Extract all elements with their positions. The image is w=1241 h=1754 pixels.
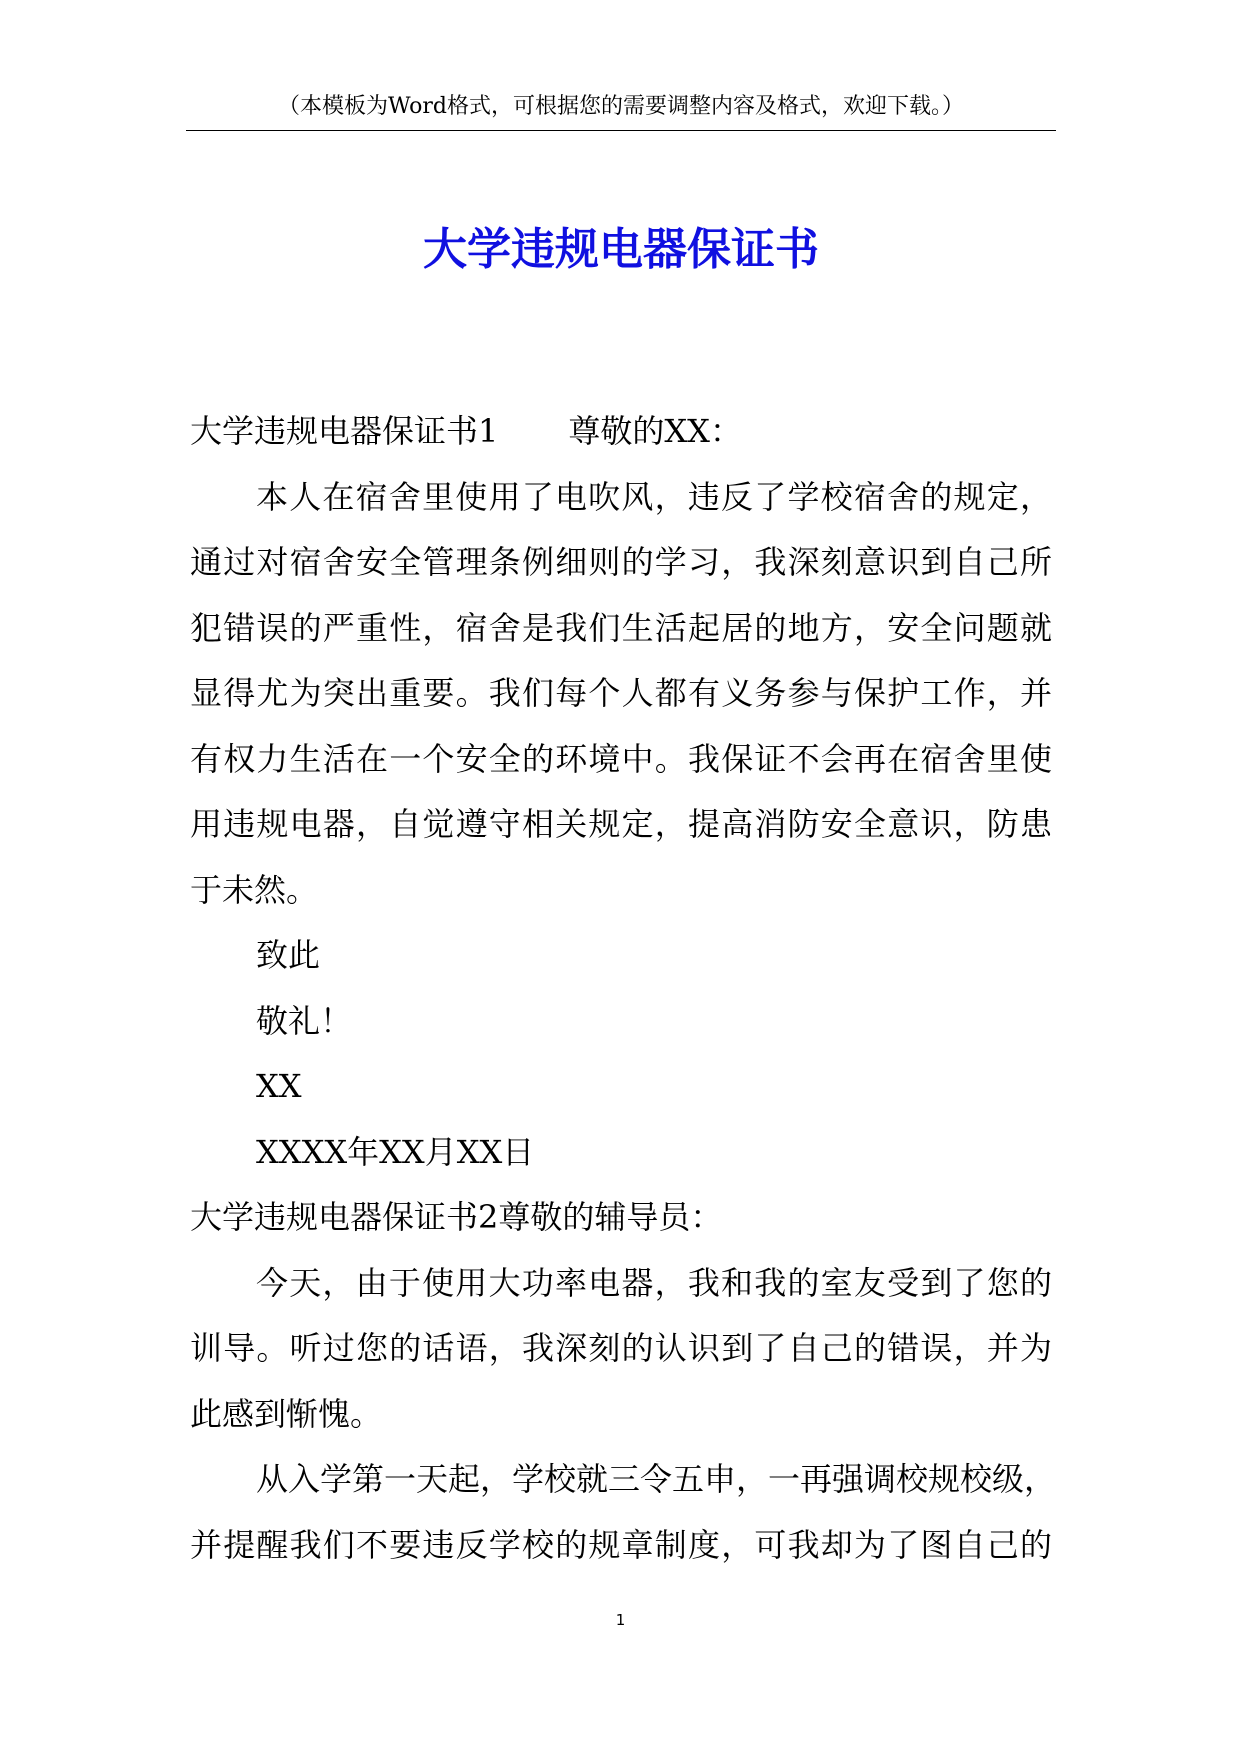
paragraph-line: 通过对宿舍安全管理条例细则的学习，我深刻意识到自己所 bbox=[190, 543, 1052, 581]
closing-line: 致此 bbox=[256, 936, 321, 974]
paragraph-line: 训导。听过您的话语，我深刻的认识到了自己的错误，并为 bbox=[190, 1329, 1052, 1367]
paragraph-line: 显得尤为突出重要。我们每个人都有义务参与保护工作，并 bbox=[190, 674, 1052, 712]
letter-1-title: 大学违规电器保证书1 bbox=[190, 412, 499, 450]
letter-2-heading: 大学违规电器保证书2尊敬的辅导员： bbox=[190, 1198, 723, 1236]
letter-date: XXXX年XX月XX日 bbox=[256, 1132, 535, 1171]
paragraph-line: 于未然。 bbox=[190, 870, 319, 909]
letter-1-salutation: 尊敬的XX： bbox=[568, 412, 742, 450]
header-divider bbox=[186, 130, 1056, 131]
paragraph-line: 犯错误的严重性，宿舍是我们生活起居的地方，安全问题就 bbox=[190, 608, 1052, 647]
closing-salute: 敬礼！ bbox=[256, 1001, 353, 1040]
paragraph-line: 此感到惭愧。 bbox=[190, 1394, 383, 1433]
paragraph-line: 本人在宿舍里使用了电吹风，违反了学校宿舍的规定， bbox=[256, 477, 1052, 516]
paragraph-line: 有权力生活在一个安全的环境中。我保证不会再在宿舍里使 bbox=[190, 739, 1052, 778]
paragraph-line: 从入学第一天起，学校就三令五申，一再强调校规校级， bbox=[256, 1460, 1057, 1498]
header-note: （本模板为Word格式，可根据您的需要调整内容及格式，欢迎下载。） bbox=[278, 94, 964, 119]
document-body bbox=[190, 399, 1057, 1578]
letter-1-heading bbox=[190, 399, 1052, 465]
document-title: 大学违规电器保证书 bbox=[423, 224, 819, 275]
paragraph-line: 并提醒我们不要违反学校的规章制度，可我却为了图自己的 bbox=[190, 1525, 1052, 1564]
paragraph-line: 今天，由于使用大功率电器，我和我的室友受到了您的 bbox=[256, 1263, 1052, 1302]
signature: XX bbox=[256, 1067, 302, 1105]
page-number: 1 bbox=[615, 1611, 626, 1629]
paragraph-line: 用违规电器，自觉遵守相关规定，提高消防安全意识，防患 bbox=[190, 805, 1052, 843]
